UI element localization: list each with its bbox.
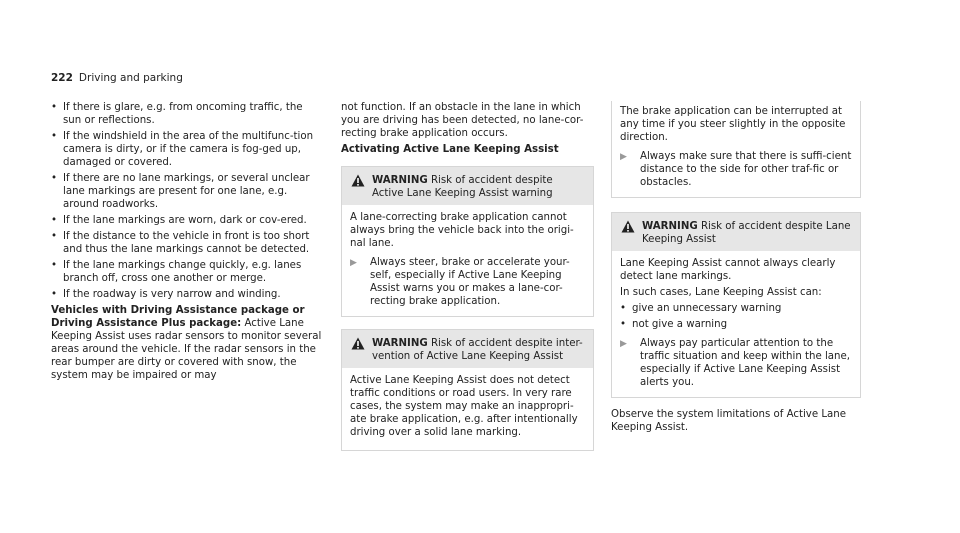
column-3 bbox=[611, 101, 861, 437]
column-1 bbox=[51, 101, 323, 385]
limitations-list bbox=[51, 101, 323, 301]
warning-label: WARNING bbox=[642, 221, 698, 232]
action-text: Always steer, brake or accelerate your-self, especially if Active Lane Keeping Assist warns you or makes a lane-cor-recting brake application. bbox=[370, 257, 570, 307]
radar-paragraph bbox=[51, 304, 323, 382]
warning-box-3 bbox=[611, 212, 861, 398]
warning-header bbox=[342, 330, 593, 368]
action-text: Always make sure that there is suffi-cient distance to the side for other traf-fic or obstacles. bbox=[640, 151, 852, 188]
warning-icon bbox=[620, 220, 636, 233]
warning-header bbox=[612, 213, 860, 251]
warning-label: WARNING bbox=[372, 175, 428, 186]
list-item: • If the lane markings are worn, dark or cov-ered. bbox=[51, 214, 323, 227]
arrow-icon: ▶ bbox=[620, 339, 627, 349]
warning-title: Risk of accident despite Lane Keeping Assist bbox=[642, 221, 851, 245]
column-2 bbox=[341, 101, 594, 451]
list-item: • If the lane markings change quickly, e.g. lanes branch off, cross one another or merge. bbox=[51, 259, 323, 285]
warning-box-2 bbox=[341, 329, 594, 451]
list-item: • If there are no lane markings, or several unclear lane markings are present for one lane, e.g. around roadworks. bbox=[51, 172, 323, 211]
warning-body: Lane Keeping Assist cannot always clearly detect lane markings. bbox=[620, 258, 836, 282]
closing-text: Observe the system limitations of Active Lane Keeping Assist. bbox=[611, 409, 846, 433]
assist-list bbox=[620, 302, 852, 331]
radar-text: Active Lane Keeping Assist uses radar sensors to monitor several areas around the vehicle. If the radar sensors in the rear bumper are dirty or covered with snow, the system may be impaired or may bbox=[51, 318, 322, 381]
list-item: • not give a warning bbox=[620, 318, 852, 331]
warning-header bbox=[342, 167, 593, 205]
page-header bbox=[51, 72, 183, 85]
section-heading: Activating Active Lane Keeping Assist bbox=[341, 144, 559, 155]
warning-label: WARNING bbox=[372, 338, 428, 349]
warning-icon bbox=[350, 337, 366, 350]
arrow-icon: ▶ bbox=[350, 258, 357, 268]
page-number: 222 bbox=[51, 72, 73, 84]
section-title: Driving and parking bbox=[78, 72, 183, 84]
warning-body: A lane-correcting brake application cannot always bring the vehicle back into the origi-nal lane. bbox=[350, 212, 574, 249]
warning-body: In such cases, Lane Keeping Assist can: bbox=[620, 287, 822, 298]
list-item: • If the distance to the vehicle in front is too short and thus the lane markings cannot be detected. bbox=[51, 230, 323, 256]
warning-box-1 bbox=[341, 166, 594, 317]
warning-title: Risk of accident despite Active Lane Keeping Assist warning bbox=[372, 175, 553, 199]
action-step bbox=[620, 150, 852, 189]
action-step bbox=[350, 256, 585, 308]
warning-box-continued bbox=[611, 101, 861, 198]
list-item: • If the windshield in the area of the multifunc-tion camera is dirty, or if the camera is fog-ged up, damaged or covered. bbox=[51, 130, 323, 169]
arrow-icon: ▶ bbox=[620, 152, 627, 162]
list-item: • If there is glare, e.g. from oncoming traffic, the sun or reflections. bbox=[51, 101, 323, 127]
warning-icon bbox=[350, 174, 366, 187]
warning-title: Risk of accident despite inter-vention of Active Lane Keeping Assist bbox=[372, 338, 583, 362]
list-item: • If the roadway is very narrow and winding. bbox=[51, 288, 323, 301]
continued-body: The brake application can be interrupted at any time if you steer slightly in the opposite direction. bbox=[620, 106, 846, 143]
action-step bbox=[620, 337, 852, 389]
package-label: Vehicles with Driving Assistance package or Driving Assistance Plus package: bbox=[51, 305, 305, 329]
action-text: Always pay particular attention to the traffic situation and keep within the lane, especially if Active Lane Keeping Assist alerts you. bbox=[640, 338, 851, 388]
warning-body: Active Lane Keeping Assist does not detect traffic conditions or road users. In very rare cases, the system may make an inappropri-ate brake application, e.g. after intentionally driving over a solid lane marking. bbox=[350, 375, 578, 438]
list-item: • give an unnecessary warning bbox=[620, 302, 852, 315]
continued-text: not function. If an obstacle in the lane in which you are driving has been detected, no lane-cor-recting brake application occurs. bbox=[341, 102, 584, 139]
